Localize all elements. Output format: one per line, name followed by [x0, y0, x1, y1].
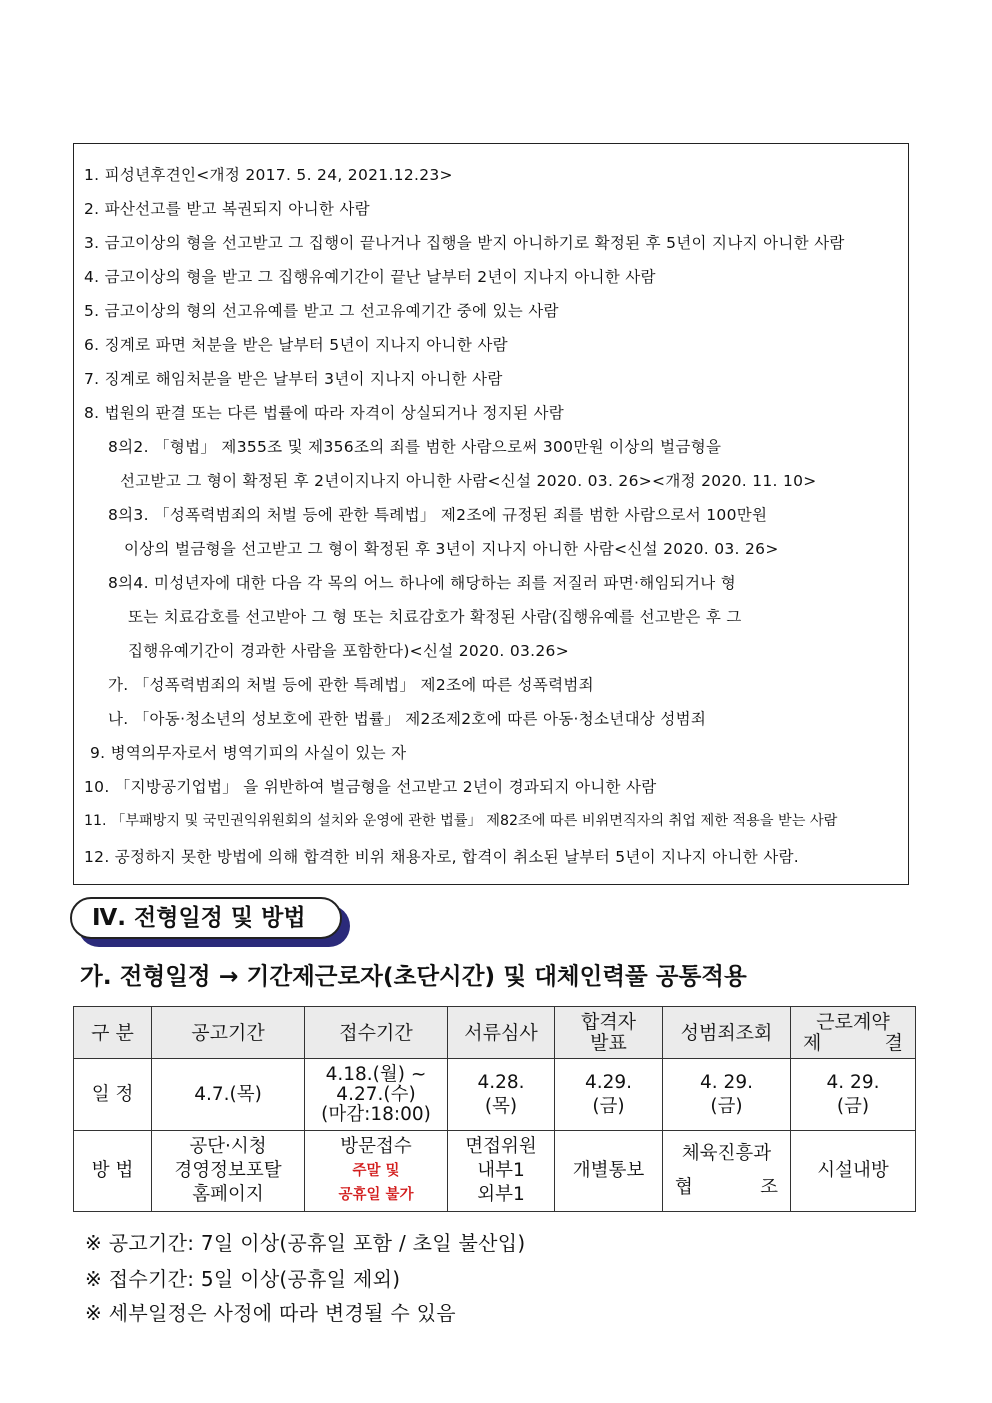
header-document-review: 서류심사 — [448, 1007, 555, 1059]
note-announce-period: ※ 공고기간: 7일 이상(공휴일 포함 / 초일 불산입) — [85, 1231, 526, 1255]
method-document-line2: 내부1 — [477, 1160, 525, 1181]
method-announce-line1: 공단·시청 — [189, 1136, 267, 1157]
subsection-title: 가. 전형일정 → 기간제근로자(초단시간) 및 대체인력풀 공통적용 — [80, 962, 747, 990]
method-contract: 시설내방 — [791, 1131, 916, 1212]
criteria-item-2: 2. 파산선고를 받고 복권되지 아니한 사람 — [84, 200, 370, 218]
method-receipt-text: 방문접수 — [340, 1136, 412, 1157]
schedule-contract-date: 4. 29. — [826, 1071, 880, 1093]
note-schedule-change: ※ 세부일정은 사정에 따라 변경될 수 있음 — [85, 1301, 456, 1325]
criteria-item-8: 8. 법원의 판결 또는 다른 법률에 따라 자격이 상실되거나 정지된 사람 — [84, 404, 565, 422]
schedule-contract — [791, 1059, 916, 1131]
schedule-receipt — [305, 1059, 448, 1131]
header-crime-check: 성범죄조회 — [663, 1007, 791, 1059]
method-crime-char1: 협 — [675, 1177, 693, 1198]
criteria-item-3: 3. 금고이상의 형을 선고받고 그 집행이 끝나거나 집행을 받지 아니하기로 확정된 후 5년이 지나지 아니한 사람 — [84, 234, 845, 252]
criteria-item-8-3-cont: 이상의 벌금형을 선고받고 그 형이 확정된 후 3년이 지나지 아니한 사람<신설 2020. 03. 26> — [124, 540, 779, 558]
method-crime-char2: 조 — [760, 1177, 778, 1198]
method-announce-line3: 홈페이지 — [192, 1184, 264, 1205]
criteria-item-8-2-cont: 선고받고 그 형이 확정된 후 2년이지나지 아니한 사람<신설 2020. 03. 26><개정 2020. 11. 10> — [120, 472, 817, 490]
schedule-receipt-line3: (마감:18:00) — [321, 1103, 431, 1125]
table-row-method — [74, 1131, 916, 1212]
schedule-table — [73, 1006, 916, 1212]
criteria-item-6: 6. 징계로 파면 처분을 받은 날부터 5년이 지나지 아니한 사람 — [84, 336, 508, 354]
method-announce-line2: 경영정보포탈 — [174, 1160, 282, 1181]
schedule-receipt-line1: 4.18.(월) ~ — [325, 1063, 427, 1085]
row-label-schedule: 일 정 — [74, 1059, 152, 1131]
criteria-item-10: 10. 「지방공기업법」 을 위반하여 벌금형을 선고받고 2년이 경과되지 아니한 사람 — [84, 778, 657, 796]
table-header-row — [74, 1007, 916, 1059]
criteria-item-11: 11. 「부패방지 및 국민권익위원회의 설치와 운영에 관한 법률」 제82조에 따른 비위면직자의 취업 제한 적용을 받는 사람 — [84, 813, 838, 829]
criteria-subitem-ga: 가. 「성폭력범죄의 처벌 등에 관한 특례법」 제2조에 따른 성폭력범죄 — [108, 676, 594, 694]
schedule-document — [448, 1059, 555, 1131]
schedule-pass — [555, 1059, 663, 1131]
header-pass-line1: 합격자 — [580, 1010, 637, 1033]
header-announce-period: 공고기간 — [152, 1007, 305, 1059]
criteria-item-1: 1. 피성년후견인<개정 2017. 5. 24, 2021.12.23> — [84, 166, 453, 184]
schedule-pass-date: 4.29. — [584, 1071, 633, 1093]
schedule-crime-day: (금) — [710, 1095, 743, 1117]
criteria-item-12: 12. 공정하지 못한 방법에 의해 합격한 비위 채용자로, 합격이 취소된 날부터 5년이 지나지 아니한 사람. — [84, 848, 799, 866]
criteria-item-8-4-cont2: 집행유예기간이 경과한 사람을 포함한다)<신설 2020. 03.26> — [128, 642, 569, 660]
schedule-announce: 4.7.(목) — [152, 1059, 305, 1131]
note-receipt-period: ※ 접수기간: 5일 이상(공휴일 제외) — [85, 1267, 401, 1291]
method-crime-check — [663, 1131, 791, 1212]
schedule-pass-day: (금) — [592, 1095, 625, 1117]
criteria-item-9: 9. 병역의무자로서 병역기피의 사실이 있는 자 — [90, 744, 407, 762]
section-heading — [70, 897, 350, 947]
section-heading-title: Ⅳ. 전형일정 및 방법 — [70, 897, 342, 939]
criteria-item-4: 4. 금고이상의 형을 받고 그 집행유예기간이 끝난 날부터 2년이 지나지 아니한 사람 — [84, 268, 656, 286]
row-label-method: 방 법 — [74, 1131, 152, 1212]
method-receipt — [305, 1131, 448, 1212]
header-category: 구 분 — [74, 1007, 152, 1059]
method-receipt-warning1: 주말 및 — [352, 1163, 400, 1179]
header-pass-line2: 발표 — [590, 1031, 627, 1054]
table-row-schedule — [74, 1059, 916, 1131]
schedule-receipt-line2: 4.27.(수) — [336, 1083, 416, 1105]
criteria-item-8-4-cont1: 또는 치료감호를 선고받아 그 형 또는 치료감호가 확정된 사람(집행유예를 선고받은 후 그 — [128, 608, 742, 626]
schedule-contract-day: (금) — [836, 1095, 870, 1117]
method-document — [448, 1131, 555, 1212]
header-contract — [791, 1007, 916, 1059]
criteria-subitem-na: 나. 「아동·청소년의 성보호에 관한 법률」 제2조제2호에 따른 아동·청소년대상 성범죄 — [108, 710, 707, 728]
header-contract-char1: 제 — [803, 1031, 822, 1054]
schedule-crime-date: 4. 29. — [700, 1071, 753, 1093]
method-pass: 개별통보 — [555, 1131, 663, 1212]
criteria-item-8-4: 8의4. 미성년자에 대한 다음 각 목의 어느 하나에 해당하는 죄를 저질러 파면·해임되거나 형 — [108, 574, 737, 592]
criteria-item-5: 5. 금고이상의 형의 선고유예를 받고 그 선고유예기간 중에 있는 사람 — [84, 302, 559, 320]
header-contract-line2 — [791, 1033, 915, 1054]
header-receipt-period: 접수기간 — [305, 1007, 448, 1059]
header-contract-line1: 근로계약 — [816, 1010, 890, 1033]
method-announce — [152, 1131, 305, 1212]
method-receipt-warning2: 공휴일 불가 — [338, 1187, 414, 1203]
criteria-item-7: 7. 징계로 해임처분을 받은 날부터 3년이 지나지 아니한 사람 — [84, 370, 503, 388]
header-pass-announcement — [555, 1007, 663, 1059]
method-crime-line1: 체육진흥과 — [681, 1143, 772, 1164]
method-document-line3: 외부1 — [477, 1184, 525, 1205]
criteria-item-8-3: 8의3. 「성폭력범죄의 처벌 등에 관한 특례법」 제2조에 규정된 죄를 범한 사람으로서 100만원 — [108, 506, 768, 524]
criteria-item-8-2: 8의2. 「형법」 제355조 및 제356조의 죄를 범한 사람으로써 300만원 이상의 벌금형을 — [108, 438, 722, 456]
schedule-document-day: (목) — [484, 1095, 518, 1117]
method-document-line1: 면접위원 — [465, 1136, 537, 1157]
schedule-crime-check — [663, 1059, 791, 1131]
schedule-document-date: 4.28. — [477, 1071, 525, 1093]
header-contract-char2: 결 — [884, 1031, 903, 1054]
method-crime-line2 — [663, 1171, 790, 1205]
